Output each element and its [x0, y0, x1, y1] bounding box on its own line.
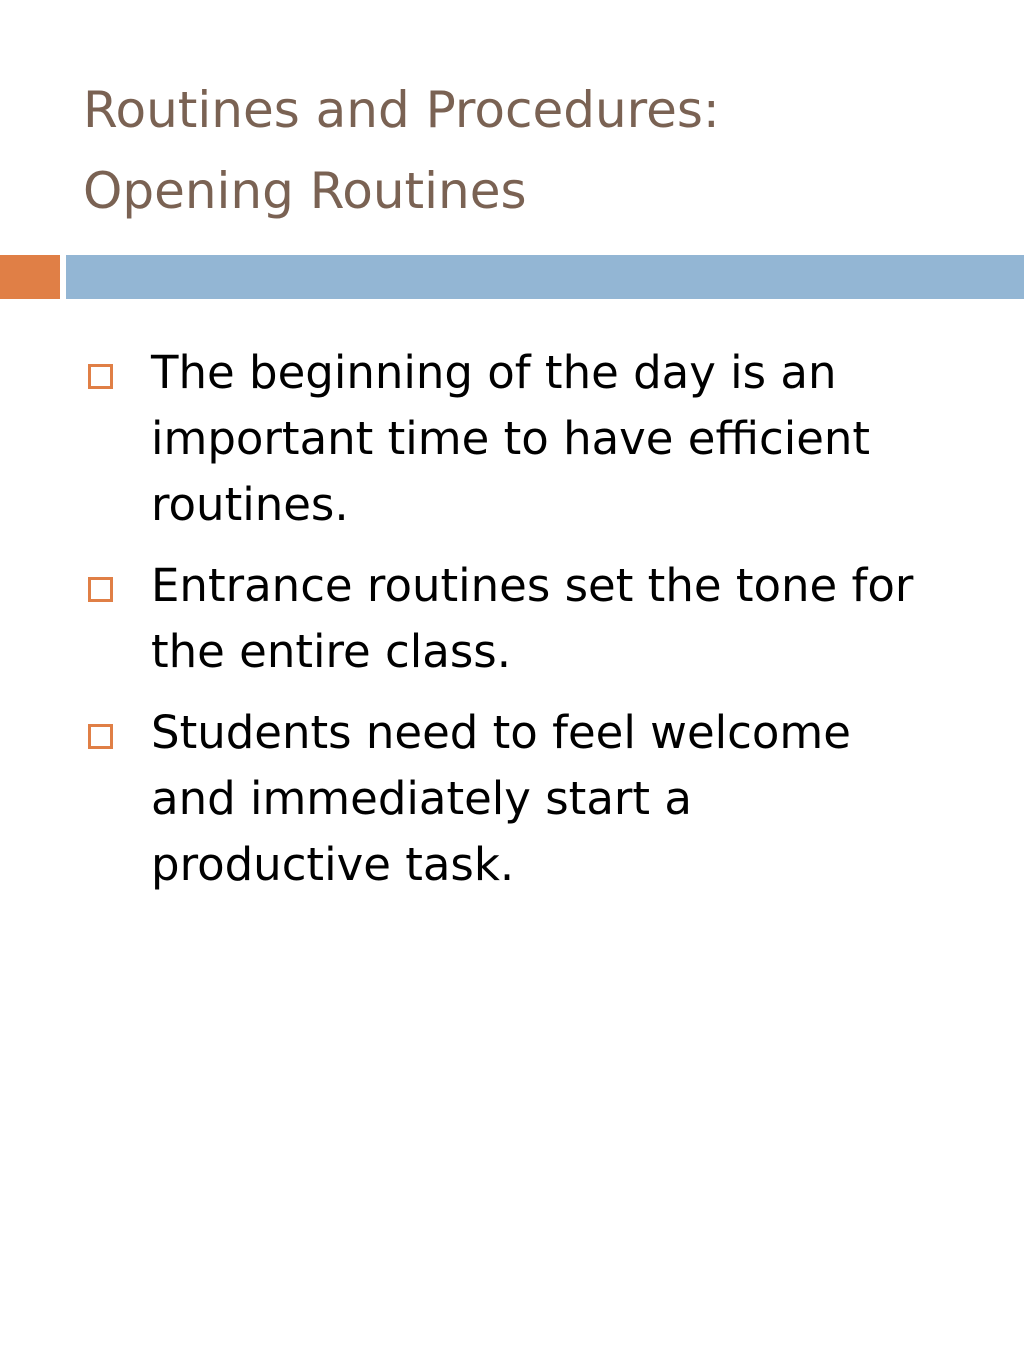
- bullet-text: [151, 553, 984, 685]
- bullet-text: [151, 340, 984, 538]
- bullet-1-line-3: routines.: [151, 478, 349, 531]
- accent-bar-orange: [0, 255, 60, 299]
- bullet-2-line-1: Entrance routines set the tone for: [151, 559, 914, 612]
- bullet-1-line-1: The beginning of the day is an: [151, 346, 837, 399]
- slide-title-line-1: Routines and Procedures:: [83, 81, 720, 139]
- accent-bar-blue: [66, 255, 1024, 299]
- bullet-3-line-1: Students need to feel welcome: [151, 706, 851, 759]
- bullet-list: [0, 340, 1024, 913]
- bullet-2-line-2: the entire class.: [151, 625, 512, 678]
- bullet-1-line-2: important time to have efficient: [151, 412, 871, 465]
- bullet-3-line-3: productive task.: [151, 838, 515, 891]
- bullet-item-1: [0, 340, 1024, 538]
- bullet-text: [151, 700, 984, 898]
- bullet-item-3: [0, 700, 1024, 898]
- slide-title: [83, 70, 983, 232]
- bullet-3-line-2: and immediately start a: [151, 772, 692, 825]
- hollow-square-bullet-icon: [88, 364, 113, 389]
- hollow-square-bullet-icon: [88, 577, 113, 602]
- slide-title-line-2: Opening Routines: [83, 162, 527, 220]
- hollow-square-bullet-icon: [88, 724, 113, 749]
- bullet-item-2: [0, 553, 1024, 685]
